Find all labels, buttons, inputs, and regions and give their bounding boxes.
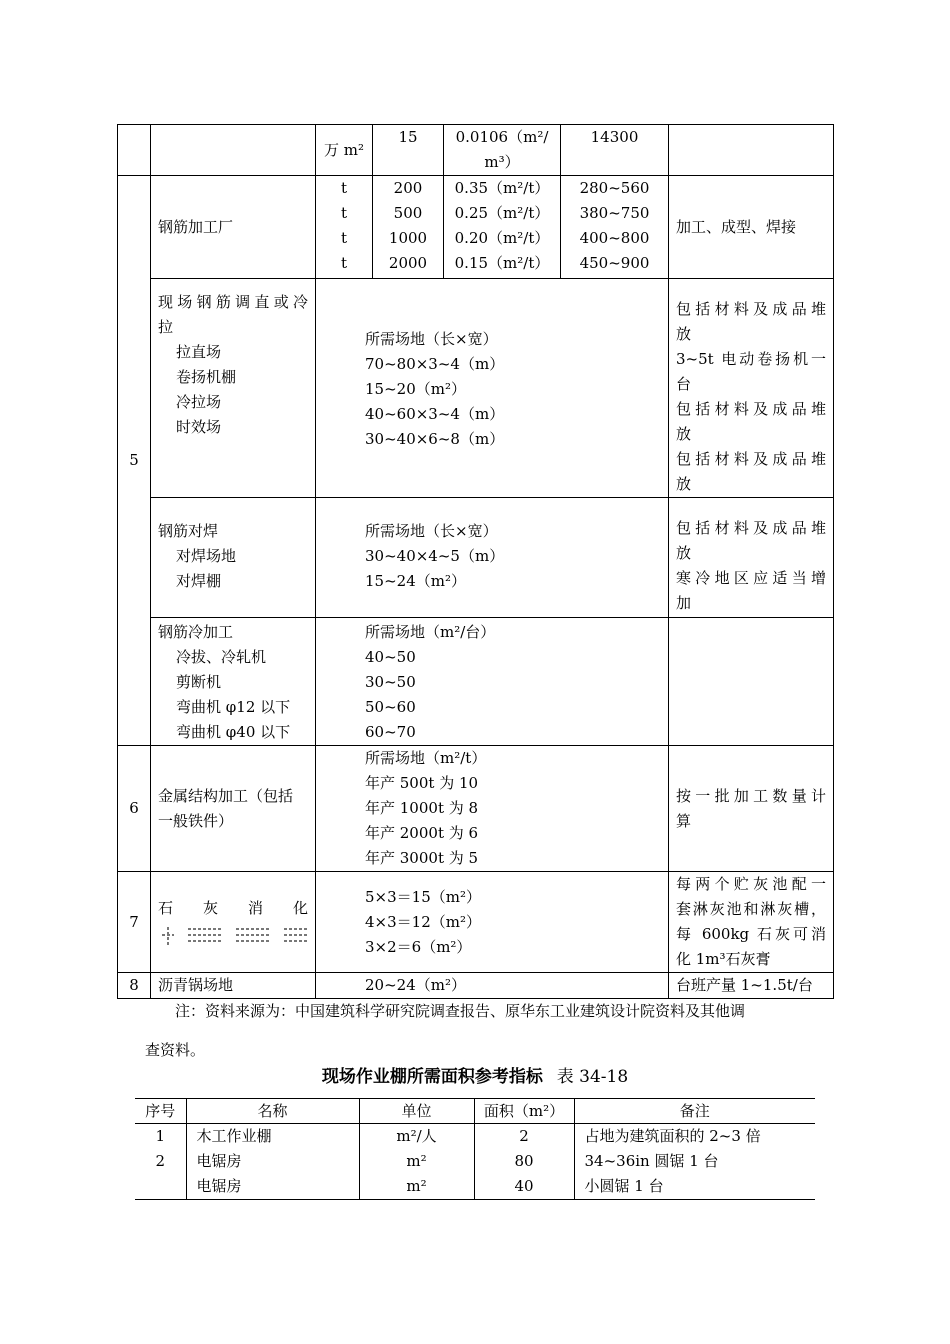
row-number-cell: 1 [155, 1127, 166, 1145]
note-cell: 按一批加工数量计 算 [669, 746, 834, 872]
name-cell: 金属结构加工（包括 一般铁件） [151, 746, 316, 872]
table-row [118, 872, 834, 973]
unit-cell: m² [359, 1149, 474, 1174]
row-number-cell [118, 125, 151, 176]
row-number-cell: 8 [118, 973, 151, 999]
unit-cell: m²/人 [359, 1124, 474, 1150]
note-cell: 包括材料及成品堆 放 寒冷地区应适当增 加 [669, 498, 834, 618]
table-row [135, 1174, 815, 1200]
source-note: 注：资料来源为：中国建筑科学研究院调查报告、原华东工业建筑设计院资料及其他调 查资料。 [145, 1002, 746, 1059]
name-cell: 电锯房 [186, 1174, 359, 1200]
row-number-cell: 7 [118, 872, 151, 973]
note-cell: 34~36in 圆锯 1 台 [574, 1149, 815, 1174]
area-total-cell: 280~560 380~750 400~800 450~900 [561, 176, 669, 279]
table-caption [0, 1062, 950, 1087]
name-cell: 石 灰 消 化 [151, 872, 316, 973]
illegible-text-fragment [158, 923, 309, 947]
area-cell: 80 [474, 1149, 574, 1174]
name-cell: 钢筋对焊 对焊场地 对焊棚 [151, 498, 316, 618]
row-number-cell: 2 [155, 1152, 166, 1170]
area-index-cell: 0.35（m²/t） 0.25（m²/t） 0.20（m²/t） 0.15（m²/t） [444, 176, 561, 279]
work-shed-area-table [135, 1098, 815, 1200]
note-cell [669, 125, 834, 176]
note-cell: 小圆锯 1 台 [574, 1174, 815, 1200]
table-row [118, 176, 834, 279]
row-number-cell: 5 [118, 176, 151, 746]
column-header: 备注 [574, 1099, 815, 1124]
name-cell: 电锯房 [186, 1149, 359, 1174]
qty-cell: 15 [373, 125, 444, 176]
table-row [135, 1149, 815, 1174]
table-row [118, 746, 834, 872]
name-cell: 现场钢筋调直或冷 拉 拉直场 卷扬机棚 冷拉场 时效场 [151, 279, 316, 498]
area-cell: 5×3＝15（m²） 4×3＝12（m²） 3×2＝6（m²） [316, 872, 669, 973]
area-cell: 2 [474, 1124, 574, 1150]
unit-cell: m² [359, 1174, 474, 1200]
name-cell: 钢筋加工厂 [151, 176, 316, 279]
note-cell: 台班产量 1~1.5t/台 [669, 973, 834, 999]
note-cell: 包括材料及成品堆 放 3~5t 电动卷扬机一 台 包括材料及成品堆 放 包括材料及成品堆 放 [669, 279, 834, 498]
unit-cell: 万 m² [316, 125, 373, 176]
note-cell [669, 618, 834, 746]
table-row [135, 1124, 815, 1150]
row-number-cell: 6 [118, 746, 151, 872]
note-cell: 占地为建筑面积的 2~3 倍 [574, 1124, 815, 1150]
area-total-cell: 14300 [561, 125, 669, 176]
note-cell: 加工、成型、焊接 [669, 176, 834, 279]
area-cell: 所需场地（长×宽） 30~40×4~5（m） 15~24（m²） [316, 498, 669, 618]
table-row [118, 279, 834, 498]
area-cell: 所需场地（m²/t） 年产 500t 为 10 年产 1000t 为 8 年产 2000t 为 6 年产 3000t 为 5 [316, 746, 669, 872]
unit-cell: t t t t [316, 176, 373, 279]
qty-cell: 200 500 1000 2000 [373, 176, 444, 279]
area-cell: 所需场地（m²/台） 40~50 30~50 50~60 60~70 [316, 618, 669, 746]
note-cell: 每两个贮灰池配一 套淋灰池和淋灰槽， 每 600kg 石灰可消 化 1m³石灰膏 [669, 872, 834, 973]
row-number-cell [135, 1174, 186, 1200]
table-header-row [135, 1099, 815, 1124]
area-cell: 40 [474, 1174, 574, 1200]
column-header: 序号 [135, 1099, 186, 1124]
name-cell: 沥青锅场地 [151, 973, 316, 999]
area-index-cell: 0.0106（m²/ m³） [444, 125, 561, 176]
table-title: 现场作业棚所需面积参考指标 [321, 1067, 543, 1087]
column-header: 单位 [359, 1099, 474, 1124]
table-row [118, 498, 834, 618]
table-row [118, 618, 834, 746]
table-number: 表 34-18 [556, 1067, 629, 1087]
column-header: 面积（m²） [474, 1099, 574, 1124]
name-cell: 钢筋冷加工 冷拔、冷轧机 剪断机 弯曲机 φ12 以下 弯曲机 φ40 以下 [151, 618, 316, 746]
facility-area-table [117, 124, 834, 999]
area-cell: 所需场地（长×宽） 70~80×3~4（m） 15~20（m²） 40~60×3~4（m） 30~40×6~8（m） [316, 279, 669, 498]
column-header: 名称 [186, 1099, 359, 1124]
table-row [118, 125, 834, 176]
name-cell: 木工作业棚 [186, 1124, 359, 1150]
area-cell: 20~24（m²） [316, 973, 669, 999]
name-cell [151, 125, 316, 176]
